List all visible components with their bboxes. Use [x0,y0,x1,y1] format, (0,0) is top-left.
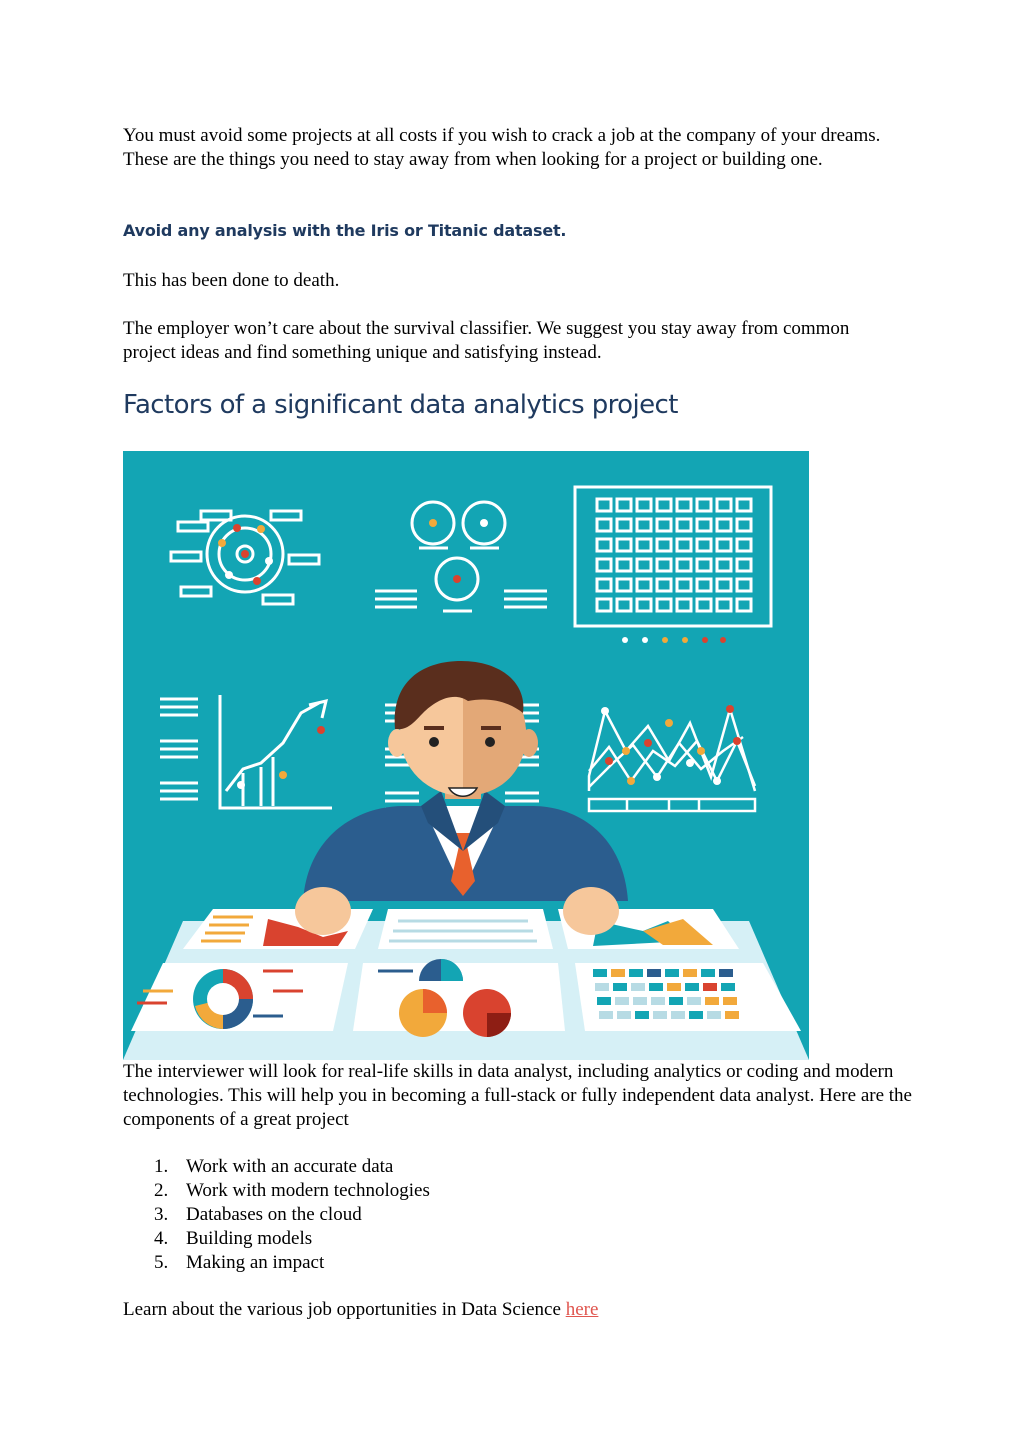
list-number: 5. [154,1252,169,1273]
list-text: Work with an accurate data [186,1156,394,1177]
list-item [123,1203,430,1227]
learn-more-text: Learn about the various job opportunities in Data Science [123,1299,566,1320]
list-item [123,1227,430,1251]
avoid-heading: Avoid any analysis with the Iris or Titanic dataset. [123,221,567,240]
list-text: Work with modern technologies [186,1180,430,1201]
list-item [123,1251,430,1275]
section-heading: Factors of a significant data analytics project [123,390,678,420]
employer-paragraph: The employer won’t care about the survival classifier. We suggest you stay away from common project ideas and find something unique and satisfying instead. [123,318,850,363]
interviewer-paragraph: The interviewer will look for real-life skills in data analyst, including analytics or coding and modern technologies. This will help you in becoming a full-stack or fully independent data analyst. Here are the components of a great project [123,1061,912,1130]
list-number: 2. [154,1180,169,1201]
list-number: 1. [154,1156,169,1177]
list-number: 3. [154,1204,169,1225]
here-link[interactable]: here [565,1299,599,1320]
learn-more-paragraph [123,1298,903,1322]
components-list [123,1155,430,1275]
list-text: Building models [186,1228,313,1249]
list-number: 4. [154,1228,169,1249]
data-analyst-illustration [123,451,809,1060]
done-to-death-text: This has been done to death. [123,270,340,291]
list-item [123,1155,430,1179]
list-text: Databases on the cloud [186,1204,362,1225]
list-item [123,1179,430,1203]
intro-paragraph: You must avoid some projects at all costs if you wish to crack a job at the company of your dreams. These are the things you need to stay away from when looking for a project or building one. [123,125,881,170]
list-text: Making an impact [186,1252,325,1273]
